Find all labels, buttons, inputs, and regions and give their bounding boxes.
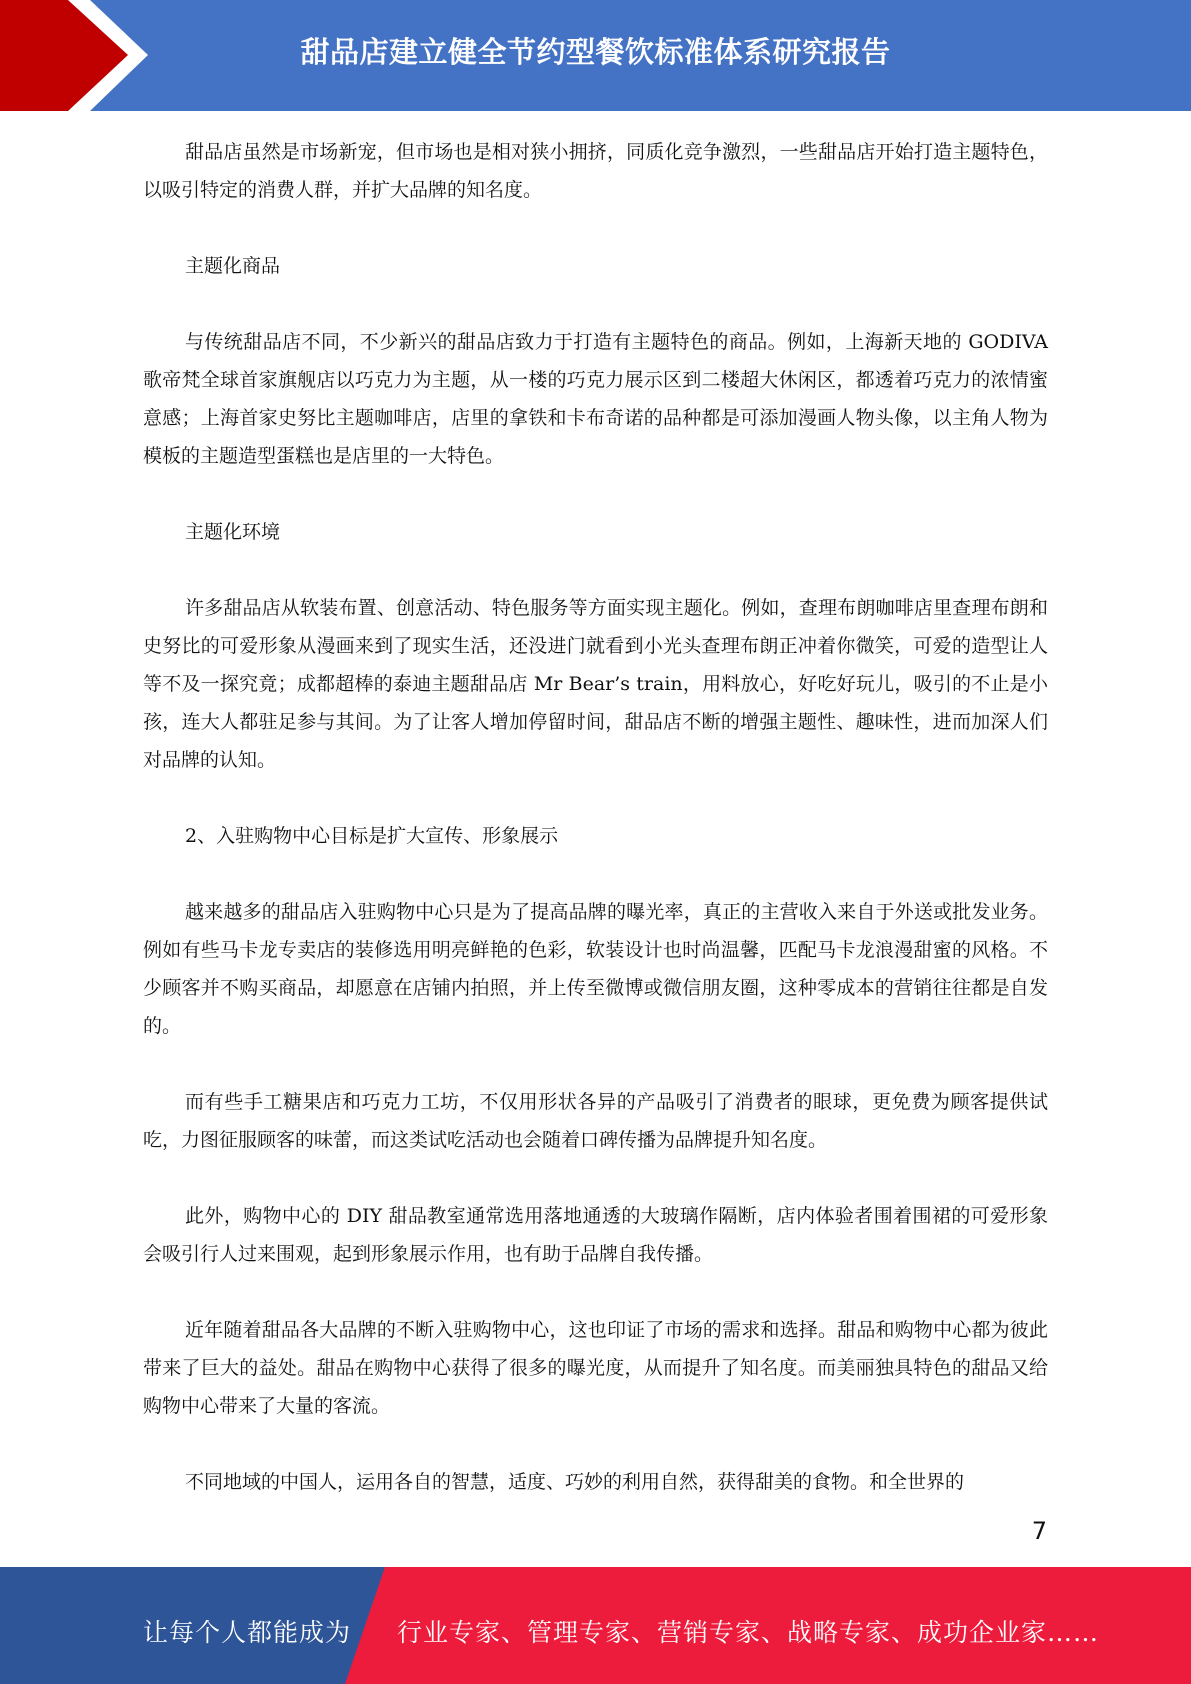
section-heading: 主题化商品 [185, 255, 281, 277]
paragraph: 甜品店虽然是市场新宠，但市场也是相对狭小拥挤，同质化竞争激烈，一些甜品店开始打造主题特色，以吸引特定的消费人群，并扩大品牌的知名度。 [143, 141, 1048, 201]
document-body [143, 133, 1048, 1539]
paragraph: 越来越多的甜品店入驻购物中心只是为了提高品牌的曝光率，真正的主营收入来自于外送或批发业务。例如有些马卡龙专卖店的装修选用明亮鲜艳的色彩，软装设计也时尚温馨，匹配马卡龙浪漫甜蜜的风格。不少顾客并不购买商品，却愿意在店铺内拍照，并上传至微博或微信朋友圈，这种零成本的营销往往都是自发的。 [143, 901, 1048, 1037]
paragraph: 许多甜品店从软装布置、创意活动、特色服务等方面实现主题化。例如，查理布朗咖啡店里查理布朗和史努比的可爱形象从漫画来到了现实生活，还没进门就看到小光头查理布朗正冲着你微笑，可爱的造型让人等不及一探究竟；成都超棒的泰迪主题甜品店 Mr Bear’s train，用料放心，好吃好玩儿，吸引的不止是小孩，连大人都驻足参与其间。为了让客人增加停留时间，甜品店不断的增强主题性、趣味性，进而加深人们对品牌的认知。 [143, 597, 1048, 771]
paragraph: 近年随着甜品各大品牌的不断入驻购物中心，这也印证了市场的需求和选择。甜品和购物中心都为彼此带来了巨大的益处。甜品在购物中心获得了很多的曝光度，从而提升了知名度。而美丽独具特色的甜品又给购物中心带来了大量的客流。 [143, 1319, 1048, 1417]
paragraph: 与传统甜品店不同，不少新兴的甜品店致力于打造有主题特色的商品。例如，上海新天地的 GODIVA 歌帝梵全球首家旗舰店以巧克力为主题，从一楼的巧克力展示区到二楼超大休闲区，都透着巧克力的浓情蜜意感；上海首家史努比主题咖啡店，店里的拿铁和卡布奇诺的品种都是可添加漫画人物头像，以主角人物为模板的主题造型蛋糕也是店里的一大特色。 [143, 331, 1048, 467]
paragraph: 而有些手工糖果店和巧克力工坊，不仅用形状各异的产品吸引了消费者的眼球，更免费为顾客提供试吃，力图征服顾客的味蕾，而这类试吃活动也会随着口碑传播为品牌提升知名度。 [143, 1091, 1048, 1151]
footer-slogan-left: 让每个人都能成为 [143, 1618, 352, 1647]
section-heading: 2、入驻购物中心目标是扩大宣传、形象展示 [185, 825, 559, 847]
page-number: 7 [1031, 1517, 1047, 1545]
footer-slogan-right: 行业专家、管理专家、营销专家、战略专家、成功企业家…… [397, 1618, 1100, 1647]
paragraph: 此外，购物中心的 DIY 甜品教室通常选用落地通透的大玻璃作隔断，店内体验者围着围裙的可爱形象会吸引行人过来围观，起到形象展示作用，也有助于品牌自我传播。 [143, 1205, 1048, 1265]
page-header [0, 0, 1191, 111]
paragraph: 不同地域的中国人，运用各自的智慧，适度、巧妙的利用自然，获得甜美的食物。和全世界的 [185, 1471, 965, 1493]
header-chevron-decoration [0, 0, 160, 111]
page-footer [0, 1567, 1191, 1684]
section-heading: 主题化环境 [185, 521, 281, 543]
document-title: 甜品店建立健全节约型餐饮标准体系研究报告 [300, 35, 891, 69]
